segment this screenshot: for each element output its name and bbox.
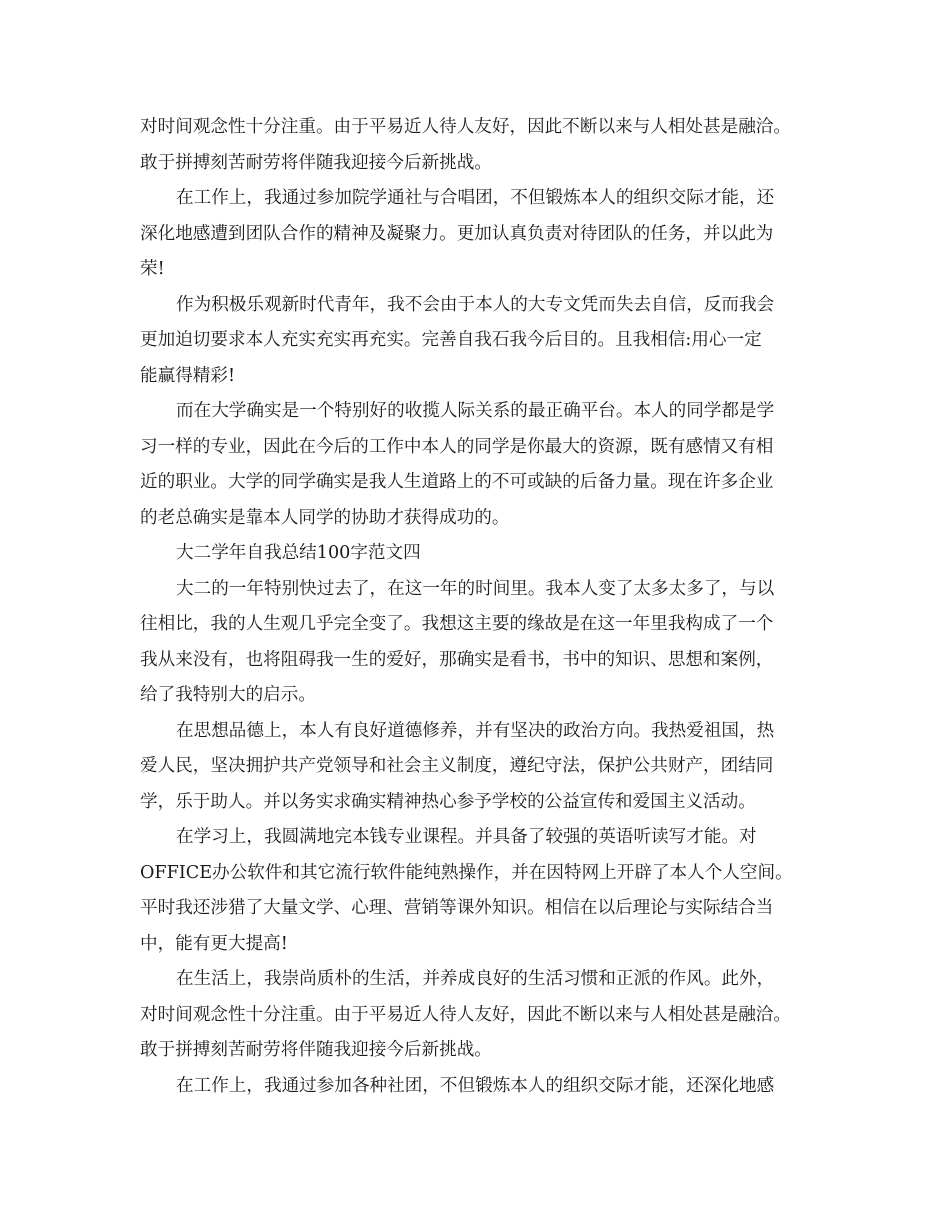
text-line: 的老总确实是靠本人同学的协助才获得成功的。 <box>140 507 510 528</box>
text-line: 往相比，我的人生观几乎完全变了。我想这主要的缘故是在这一年里我构成了一个 <box>140 614 774 634</box>
text-line: 近的职业。大学的同学确实是我人生道路上的不可或缺的后备力量。现在许多企业 <box>140 472 774 492</box>
text-line: 更加迫切要求本人充实充实再充实。完善自我石我今后目的。且我相信:用心一定 <box>140 330 762 350</box>
text-line: 我从来没有，也将阻碍我一生的爱好，那确实是看书，书中的知识、思想和案例， <box>140 649 774 670</box>
document-body <box>140 110 840 1104</box>
text-line: 平时我还涉猎了大量文学、心理、营销等课外知识。相信在以后理论与实际结合当 <box>140 898 774 918</box>
text-line: 在工作上，我通过参加院学通社与合唱团，不但锻炼本人的组织交际才能，还 <box>176 188 775 208</box>
text-line: 学，乐于助人。并以务实求确实精神热心参予学校的公益宣传和爱国主义活动。 <box>140 791 756 812</box>
text-line: 中，能有更大提高! <box>140 933 288 954</box>
text-line: 在工作上，我通过参加各种社团，不但锻炼本人的组织交际才能，还深化地感 <box>176 1075 775 1096</box>
text-line: 在生活上，我崇尚质朴的生活，并养成良好的生活习惯和正派的作风。此外， <box>176 969 775 989</box>
text-line: 给了我特别大的启示。 <box>140 685 316 705</box>
text-line: 能赢得精彩! <box>140 365 236 386</box>
text-line: 大二的一年特别快过去了，在这一年的时间里。我本人变了太多太多了，与以 <box>176 578 775 599</box>
text-line: 敢于拼搏刻苦耐劳将伴随我迎接今后新挑战。 <box>140 152 492 173</box>
text-line: 对时间观念性十分注重。由于平易近人待人友好，因此不断以来与人相处甚是融洽。 <box>140 117 791 137</box>
text-line: 爱人民，坚决拥护共产党领导和社会主义制度，遵纪守法，保护公共财产，团结同 <box>140 756 774 776</box>
text-line: 习一样的专业，因此在今后的工作中本人的同学是你最大的资源，既有感情又有相 <box>140 436 774 457</box>
text-line: 大二学年自我总结100字范文四 <box>176 543 421 563</box>
text-line: 敢于拼搏刻苦耐劳将伴随我迎接今后新挑战。 <box>140 1040 492 1060</box>
text-line: 对时间观念性十分注重。由于平易近人待人友好，因此不断以来与人相处甚是融洽。 <box>140 1004 791 1025</box>
text-line: OFFICE办公软件和其它流行软件能纯熟操作，并在因特网上开辟了本人个人空间。 <box>140 862 793 883</box>
text-line: 而在大学确实是一个特别好的收揽人际关系的最正确平台。本人的同学都是学 <box>176 401 775 421</box>
text-line: 深化地感遭到团队合作的精神及凝聚力。更加认真负责对待团队的任务，并以此为 <box>140 223 774 244</box>
text-line: 作为积极乐观新时代青年，我不会由于本人的大专文凭而失去自信，反而我会 <box>176 294 775 315</box>
text-line: 在学习上，我圆满地完本钱专业课程。并具备了较强的英语听读写才能。对 <box>176 827 757 847</box>
text-line: 荣! <box>140 259 165 279</box>
text-line: 在思想品德上，本人有良好道德修养，并有坚决的政治方向。我热爱祖国，热 <box>176 720 775 741</box>
